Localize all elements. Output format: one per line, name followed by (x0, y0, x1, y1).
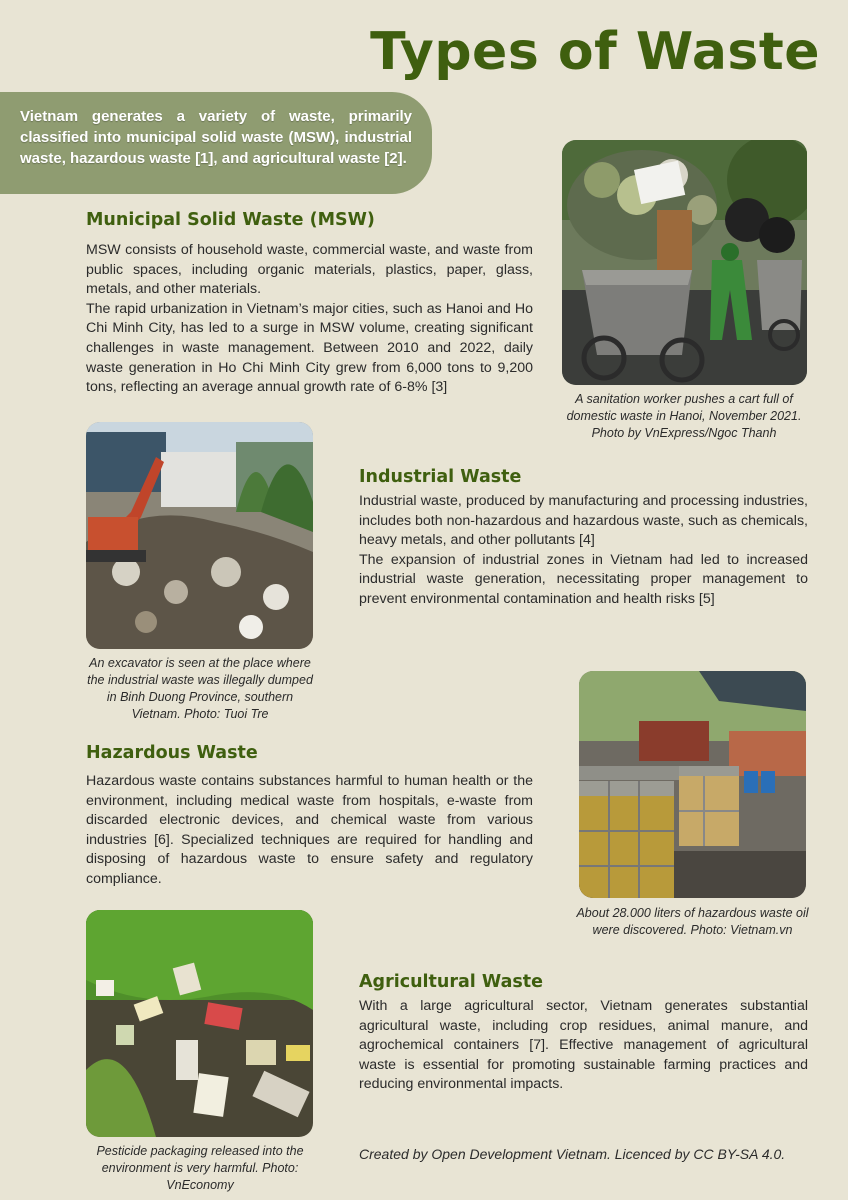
agricultural-photo (86, 910, 313, 1137)
page-title: Types of Waste (370, 22, 820, 82)
industrial-heading: Industrial Waste (359, 467, 522, 487)
intro-banner (0, 92, 432, 194)
msw-photo (562, 140, 807, 385)
agricultural-heading: Agricultural Waste (359, 972, 544, 992)
msw-paragraph-1: MSW consists of household waste, commercial waste, and waste from public spaces, including organic materials, plastics, paper, glass, metals, and other materials. (86, 242, 533, 298)
intro-text: Vietnam generates a variety of waste, primarily classified into municipal solid waste (MSW), industrial waste, hazardous waste [1], and agricultural waste [2]. (20, 108, 412, 167)
industrial-paragraph-2: The expansion of industrial zones in Vietnam had led to increased industrial waste generation, necessitating proper management to prevent environmental contamination and health risks [5] (359, 551, 808, 607)
agricultural-paragraph-1: With a large agricultural sector, Vietnam generates substantial agricultural waste, including crop residues, animal manure, and agrochemical containers [7]. Effective management of agricultural waste is essential for promoting sustainable farming practices and reducing environmental impacts. (359, 998, 808, 1093)
msw-paragraph-2: The rapid urbanization in Vietnam’s major cities, such as Hanoi and Ho Chi Minh City, has led to a surge in MSW volume, creating significant challenges in waste management. Between 2010 and 2022, daily waste generation in Ho Chi Minh City grew from 6,000 tons to 9,200 tons, reflecting an average annual growth rate of 6-8% [3] (86, 300, 533, 396)
industrial-caption: An excavator is seen at the place where the industrial waste was illegally dumped in Binh Duong Province, southern Vietnam. Photo: Tuoi Tre (87, 656, 313, 721)
msw-body (86, 241, 533, 398)
industrial-paragraph-1: Industrial waste, produced by manufacturing and processing industries, includes both non-hazardous and hazardous waste, such as chemicals, heavy metals, and other pollutants [4] (359, 493, 808, 549)
hazardous-photo (579, 671, 806, 898)
hazardous-caption: About 28.000 liters of hazardous waste oil were discovered. Photo: Vietnam.vn (576, 906, 809, 937)
hazardous-body (86, 772, 533, 890)
agricultural-caption: Pesticide packaging released into the environment is very harmful. Photo: VnEconomy (96, 1144, 304, 1192)
credit-line: Created by Open Development Vietnam. Licenced by CC BY-SA 4.0. (359, 1146, 786, 1162)
msw-caption: A sanitation worker pushes a cart full of domestic waste in Hanoi, November 2021. Photo by VnExpress/Ngoc Thanh (566, 392, 802, 440)
hazardous-heading: Hazardous Waste (86, 743, 258, 763)
industrial-photo (86, 422, 313, 649)
industrial-body (359, 492, 808, 610)
hazardous-paragraph-1: Hazardous waste contains substances harmful to human health or the environment, including medical waste from hospitals, e-waste from discarded electronic devices, and chemical waste from various industries [6]. Specialized techniques are required for handling and disposing of hazardous waste to ensure safety and regulatory compliance. (86, 773, 533, 887)
agricultural-body (359, 997, 808, 1095)
msw-heading: Municipal Solid Waste (MSW) (86, 210, 375, 230)
